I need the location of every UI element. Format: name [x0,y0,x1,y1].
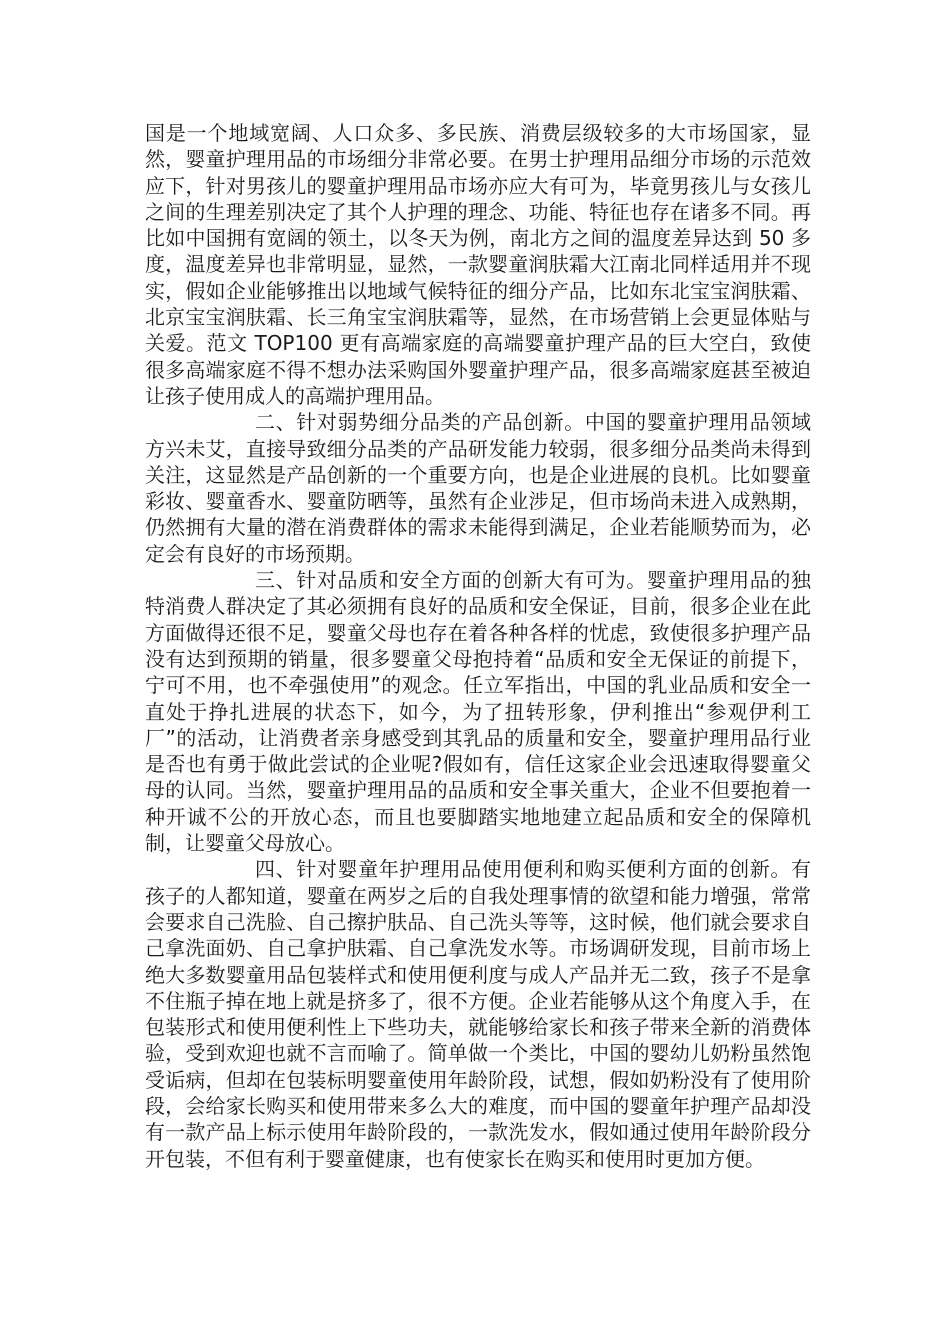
paragraph-point-3: 三、针对品质和安全方面的创新大有可为。婴童护理用品的独特消费人群决定了其必须拥有良好的品质和安全保证，目前，很多企业在此方面做得还很不足，婴童父母也存在着各种各样的忧虑，致使很多护理产品没有达到预期的销量，很多婴童父母抱持着“品质和安全无保证的前提下，宁可不用，也不牵强使用”的观念。任立军指出，中国的乳业品质和安全一直处于挣扎进展的状态下，如今，为了扭转形象，伊利推出“参观伊利工厂”的活动，让消费者亲身感受到其乳品的质量和安全，婴童护理用品行业是否也有勇于做此尝试的企业呢?假如有，信任这家企业会迅速取得婴童父母的认同。当然，婴童护理用品的品质和安全事关重大，企业不但要抱着一种开诚不公的开放心态，而且也要脚踏实地地建立起品质和安全的保障机制，让婴童父母放心。 [145,568,811,856]
paragraph-point-4: 四、针对婴童年护理用品使用便利和购买便利方面的创新。有孩子的人都知道，婴童在两岁之后的自我处理事情的欲望和能力增强，常常会要求自己洗脸、自己擦护肤品、自己洗头等等，这时候，他们就会要求自己拿洗面奶、自己拿护肤霜、自己拿洗发水等。市场调研发现，目前市场上绝大多数婴童用品包装样式和使用便利度与成人产品并无二致，孩子不是拿不住瓶子掉在地上就是挤多了，很不方便。企业若能够从这个角度入手，在包装形式和使用便利性上下些功夫，就能够给家长和孩子带来全新的消费体验，受到欢迎也就不言而喻了。简单做一个类比，中国的婴幼儿奶粉虽然饱受诟病，但却在包装标明婴童使用年龄阶段，试想，假如奶粉没有了使用阶段，会给家长购买和使用带来多么大的难度，而中国的婴童年护理产品却没有一款产品上标示使用年龄阶段的，一款洗发水，假如通过使用年龄阶段分开包装，不但有利于婴童健康，也有使家长在购买和使用时更加方便。 [145,857,811,1171]
paragraph-intro: 国是一个地域宽阔、人口众多、多民族、消费层级较多的大市场国家，显然，婴童护理用品的市场细分非常必要。在男士护理用品细分市场的示范效应下，针对男孩儿的婴童护理用品市场亦应大有可为，毕竟男孩儿与女孩儿之间的生理差别决定了其个人护理的理念、功能、特征也存在诸多不同。再比如中国拥有宽阔的领土，以冬天为例，南北方之间的温度差异达到 50 多度，温度差异也非常明显，显然，一款婴童润肤霜大江南北同样适用并不现实，假如企业能够推出以地域气候特征的细分产品，比如东北宝宝润肤霜、北京宝宝润肤霜、长三角宝宝润肤霜等，显然，在市场营销上会更显体贴与关爱。范文 TOP100 更有高端家庭的高端婴童护理产品的巨大空白，致使很多高端家庭不得不想办法采购国外婴童护理产品，很多高端家庭甚至被迫让孩子使用成人的高端护理用品。 [145,121,811,408]
paragraph-point-2: 二、针对弱势细分品类的产品创新。中国的婴童护理用品领域方兴未艾，直接导致细分品类的产品研发能力较弱，很多细分品类尚未得到关注，这显然是产品创新的一个重要方向，也是企业进展的良机。比如婴童彩妆、婴童香水、婴童防晒等，虽然有企业涉足，但市场尚未进入成熟期，仍然拥有大量的潜在消费群体的需求未能得到满足，企业若能顺势而为，必定会有良好的市场预期。 [145,410,811,566]
document-page [145,120,811,1172]
